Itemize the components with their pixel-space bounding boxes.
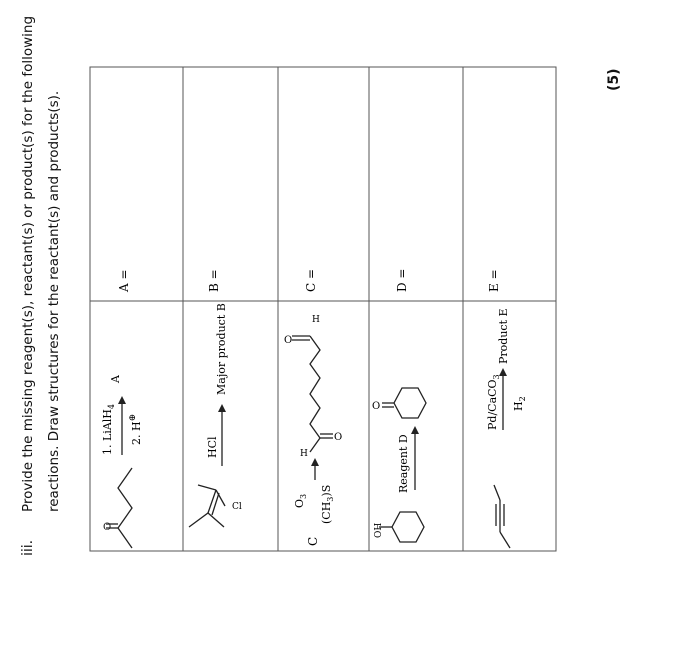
hydroxyl-label: OH [374,522,384,538]
product-e-label: Product E [497,308,510,364]
answer-label-a: A = [117,269,131,292]
row-b [189,404,226,527]
ketone-O-label-d: O [372,401,381,412]
ketone-structure [118,468,132,548]
reagent-a-1: 1. LiAlH$_4$ [101,404,116,455]
answer-label-d: D = [395,268,409,292]
cyclohexanol-ring [392,512,424,542]
question-label: iii. [20,539,36,556]
reagent-b: HCl [206,436,219,458]
alkyne-structure [500,532,510,548]
product-b-label: Major product B [215,303,228,395]
aldehyde-O-label-1: O [334,432,343,443]
product-a-label: A [109,375,122,383]
chlorine-label: Cl [232,502,242,512]
aldehyde-H-label-1: H [300,449,308,459]
question-instruction-line2: reactions. Draw structures for the reactant(s) and products(s). [46,90,62,512]
dialdehyde-structure [310,336,320,452]
question-instruction-line1: Provide the missing reagent(s), reactant(s) or product(s) for the following [20,15,36,512]
reagent-e-1: Pd/CaCO$_3$ [486,374,501,430]
reagent-d-label: Reagent D [397,434,410,493]
ketone-O-label: O [103,522,112,533]
reactant-c-label: C [306,536,320,546]
answer-label-c: C = [304,268,318,292]
answer-label-e: E = [487,269,501,292]
reagent-e-2: $H_2$ [512,396,527,411]
aldehyde-O-label-2: O [284,335,293,346]
reagent-a-2: 2. H⊕ [128,413,143,445]
reagent-c-2: $(CH_3)S$ [320,484,335,524]
alkene-structure [189,513,224,527]
marks-label: (5) [606,68,622,91]
row-c [292,336,333,480]
answer-label-b: B = [207,269,221,292]
table-grid [90,67,556,551]
cyclohexanone-ring [394,388,426,418]
reagent-c-1: $O_3$ [293,493,308,508]
aldehyde-H-label-2: H [312,315,320,325]
